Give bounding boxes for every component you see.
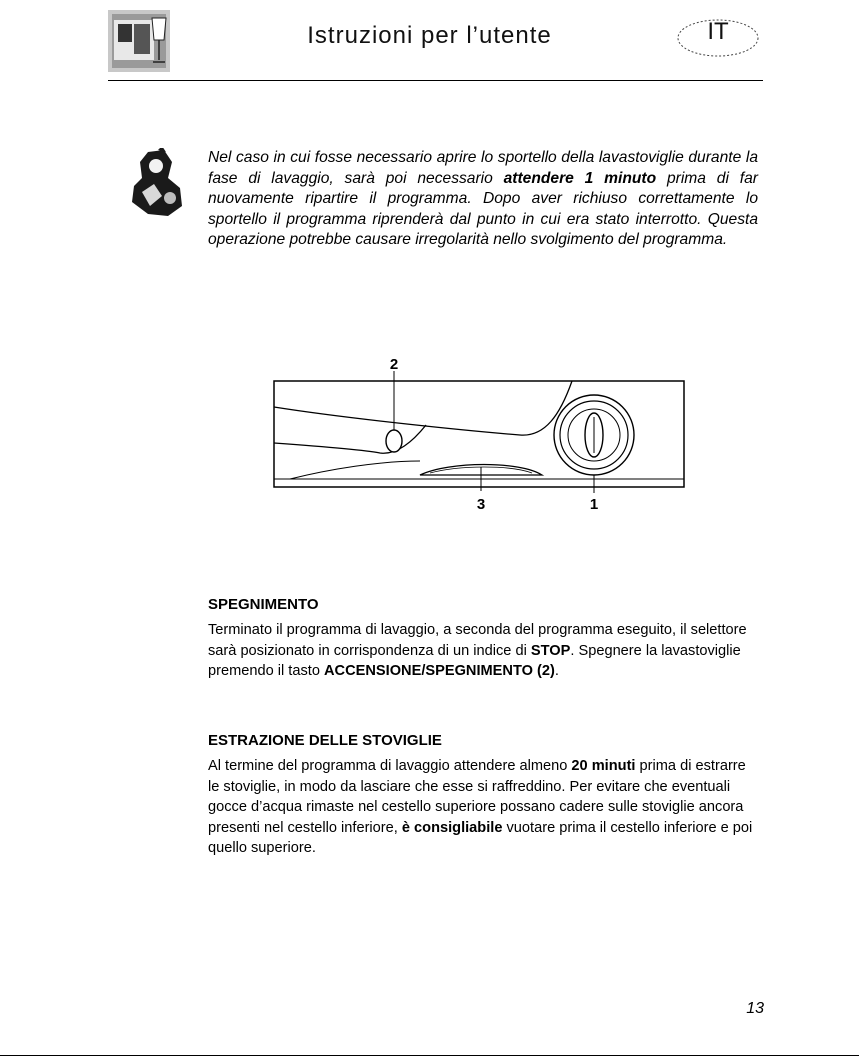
note-emphasis: attendere 1 minuto (503, 169, 657, 187)
estrazione-paragraph: Al termine del programma di lavaggio attendere almeno 20 minuti prima di estrarre le stoviglie, in modo da lasciare che esse si raffreddino. Per evitare che eventuali gocce d’acqua rimaste nel cestello superiore possano cadere sulle stoviglie ancora presenti nel cestello inferiore, è consigliabile vuotare prima il cestello inferiore e poi quello superiore. (208, 758, 753, 856)
label-power-button: 2 (389, 356, 399, 373)
section-heading-spegnimento: SPEGNIMENTO (208, 596, 319, 613)
section-heading-estrazione: ESTRAZIONE DELLE STOVIGLIE (208, 732, 442, 749)
power-button (386, 430, 402, 452)
label-door-handle: 3 (476, 496, 486, 513)
control-panel-diagram (270, 355, 690, 520)
page-title: Istruzioni per l’utente (307, 22, 552, 49)
header-divider (108, 80, 763, 81)
page-number: 13 (746, 1000, 764, 1017)
caution-figure-icon (128, 148, 186, 218)
bottom-divider (0, 1055, 859, 1056)
door-opening-note: Nel caso in cui fosse necessario aprire lo sportello della lavastoviglie durante la fase di lavaggio, sarà poi necessario attendere 1 minuto prima di far nuovamente ripartire il programma. Dopo aver richiuso correttamente lo sportello il programma riprenderà dal punto in cui era stato interrotto. Questa operazione potrebbe causare irregolarità nello svolgimento del programma. (208, 149, 758, 248)
label-selector-knob: 1 (589, 496, 599, 513)
spegnimento-paragraph: Terminato il programma di lavaggio, a seconda del programma eseguito, il selettore sarà posizionato in corrispondenza di un indice di STOP. Spegnere la lavastoviglie premendo il tasto ACCENSIONE/SPEGNIMENTO (2). (208, 622, 747, 679)
language-code: IT (707, 18, 729, 45)
